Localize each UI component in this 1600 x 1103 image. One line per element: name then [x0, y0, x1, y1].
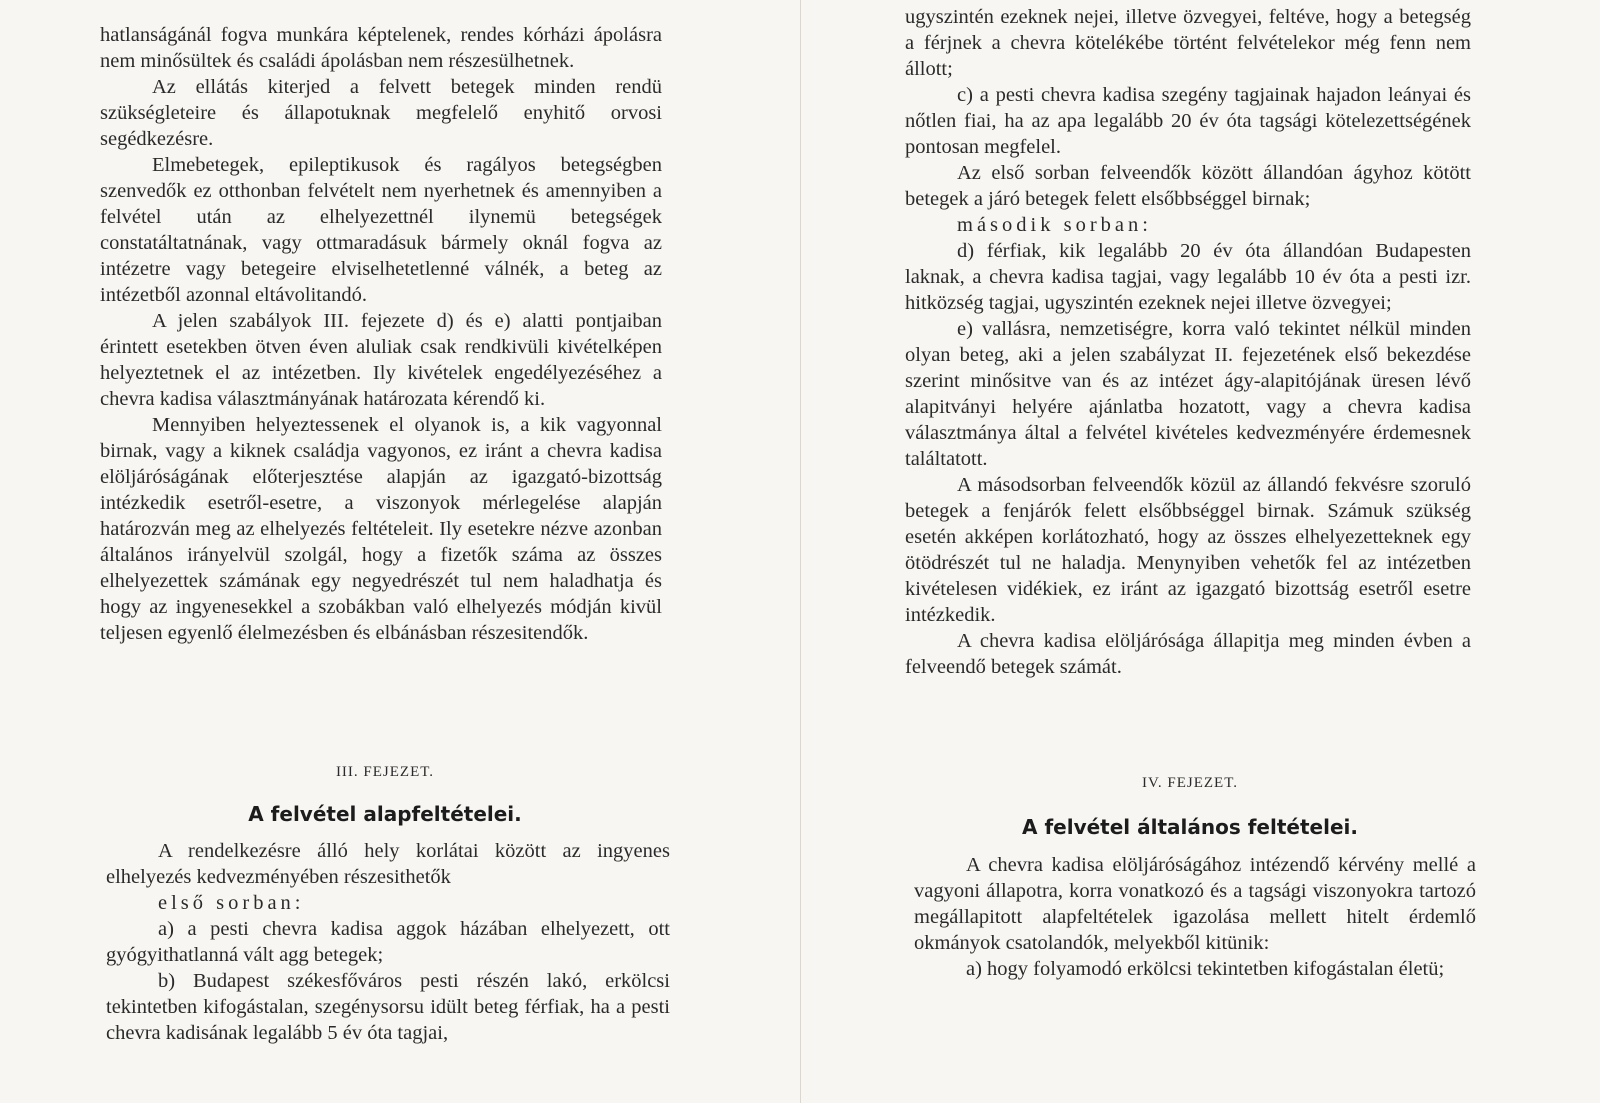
right-chapter-text: [914, 852, 1476, 982]
list-item: a) hogy folyamodó erkölcsi tekintetben kifogástalan életü;: [966, 958, 1445, 980]
list-item: c) a pesti chevra kadisa szegény tagjainak hajadon leányai és nőtlen fiai, ha az apa legalább 20 év óta tagsági kötelezettségének pontosan megfelel.: [905, 84, 1471, 158]
right-page: [800, 0, 1600, 1103]
chapter-title: A felvétel alapfeltételei.: [248, 802, 522, 826]
paragraph: ugyszintén ezeknek nejei, illetve özvegyei, feltéve, hogy a betegség a férjnek a chevra kötelékébe történt felvételekor még fenn nem állott;: [905, 6, 1471, 80]
paragraph: A jelen szabályok III. fejezete d) és e) alatti pontjaiban érintett esetekben ötven éven aluliak csak rendkivüli kivételképen helyeztetnek el az intézetben. Ily kivételek engedélyezéséhez a chevra kadisa választmányának határozata kérendő ki.: [100, 310, 662, 410]
left-chapter-text: [106, 838, 670, 1046]
paragraph: Az első sorban felveendők között állandóan ágyhoz kötött betegek a járó betegek felett elsőbbséggel birnak;: [905, 162, 1471, 210]
paragraph: A másodsorban felveendők közül az állandó fekvésre szoruló betegek a fenjárók felett elsőbbséggel birnak. Számuk szükség esetén akképen korlátozható, hogy az összes elhelyezetteknek egy ötödrészét tul ne haladja. Menynyiben vehetők fel az intézetben kivételesen vidékiek, ez iránt az igazgató bizottság esetről esetre intézkedik.: [905, 474, 1471, 626]
left-body-text: [100, 22, 662, 646]
right-body-text: [905, 4, 1471, 680]
paragraph: hatlanságánál fogva munkára képtelenek, rendes kórházi ápolásra nem minősültek és családi ápolásban nem részesülhetnek.: [100, 24, 662, 72]
chapter-label: IV. FEJEZET.: [1141, 775, 1239, 791]
list-item: d) férfiak, kik legalább 20 év óta állandóan Budapesten laknak, a chevra kadisa tagjai, vagy legalább 10 év óta a pesti izr. hitközség tagjai, ugyszintén ezeknek nejei illetve özvegyei;: [905, 240, 1471, 314]
list-item: a) a pesti chevra kadisa aggok házában elhelyezett, ott gyógyithatlanná vált agg betegek;: [106, 918, 670, 966]
list-item: e) vallásra, nemzetiségre, korra való tekintet nélkül minden olyan beteg, aki a jelen szabályzat II. fejezetének első bekezdése szerint minősitve van és az intézet ágy-alapitójának üresen lévő alapitványi helyére ajánlatba hozatott, vagy a chevra kadisa választmánya által a felvétel kivételes kedvezményére érdemesnek találtatott.: [905, 318, 1471, 470]
list-item: b) Budapest székesfőváros pesti részén lakó, erkölcsi tekintetben kifogástalan, szegénysorsu idült beteg férfiak, ha a pesti chevra kadisának legalább 5 év óta tagjai,: [106, 970, 670, 1044]
paragraph: Mennyiben helyeztessenek el olyanok is, a kik vagyonnal birnak, vagy a kiknek családja vagyonos, ez iránt a chevra kadisa elöljáróságának előterjesztése alapján az igazgató-bizottság intézkedik esetről-esetre, a viszonyok mérlegelése alapján határozván meg az elhelyezés feltételeit. Ily esetekre nézve azonban általános irányelvül szolgál, hogy a fizetők száma az összes elhelyezettek számának egy negyedrészét tul nem haladhatja és hogy az ingyenesekkel a szobákban való elhelyezés módján kivül teljesen egyenlő élelmezésben és elbánásban részesitendők.: [100, 414, 662, 644]
paragraph: Elmebetegek, epileptikusok és ragályos betegségben szenvedők ez otthonban felvételt nem nyerhetnek és amennyiben a felvétel után az elhelyezettnél ilynemü betegségek constatáltatnának, vagy ottmaradásuk bármely oknál fogva az intézetre vagy betegeire elviselhetetlenné válnék, a beteg az intézetből azonnal eltávolitandó.: [100, 154, 662, 306]
chapter-title: A felvétel általános feltételei.: [1022, 815, 1358, 839]
order-heading: első sorban:: [158, 892, 305, 914]
paragraph: A chevra kadisa elöljáróságához intézendő kérvény mellé a vagyoni állapotra, korra vonatkozó és a tagsági viszonyokra tartozó megállapitott alapfeltételek igazolása mellett hitelt érdemlő okmányok csatolandók, melyekből kitünik:: [914, 854, 1476, 954]
paragraph: Az ellátás kiterjed a felvett betegek minden rendü szükségleteire és állapotuknak megfelelő enyhitő orvosi segédkezésre.: [100, 76, 662, 150]
chapter-label: III. FEJEZET.: [335, 764, 435, 780]
paragraph: A rendelkezésre álló hely korlátai között az ingyenes elhelyezés kedvezményében részesithetők: [106, 840, 670, 888]
paragraph: A chevra kadisa elöljárósága állapitja meg minden évben a felveendő betegek számát.: [905, 630, 1471, 678]
order-heading: második sorban:: [957, 214, 1152, 236]
